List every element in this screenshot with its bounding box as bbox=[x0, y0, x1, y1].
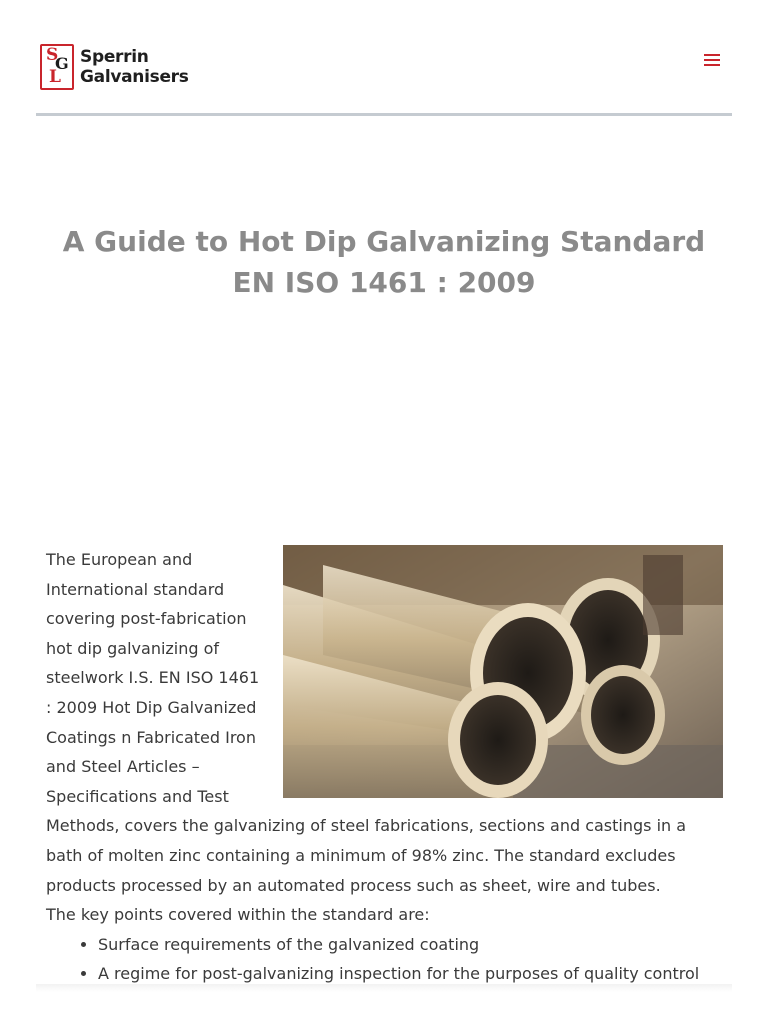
page-title: A Guide to Hot Dip Galvanizing Standard EN ISO 1461 : 2009 bbox=[62, 225, 706, 299]
brand-line-2: Galvanisers bbox=[80, 67, 189, 87]
site-logo[interactable] bbox=[40, 44, 189, 90]
list-item: • A regime for post-galvanizing inspection for the purposes of quality control bbox=[98, 959, 716, 989]
logo-emblem bbox=[40, 44, 74, 90]
logo-letter-l: L bbox=[49, 67, 61, 87]
article-content bbox=[46, 545, 716, 989]
intro-paragraph: The European and International standard covering post-fabrication hot dip galvanizing of steelwork I.S. EN ISO 1461 : 2009 Hot Dip Galvanized Coatings n Fabricated Iron and Steel Articles – Specifications and Test Methods, covers the galvanizing of steel fabrications, sections and castings in a bath of molten zinc containing a minimum of 98% zinc. The standard excludes products processed by an automated process such as sheet, wire and tubes. bbox=[46, 550, 687, 895]
site-header bbox=[36, 0, 732, 116]
list-item: • Surface requirements of the galvanized coating bbox=[98, 930, 716, 960]
key-points-intro: The key points covered within the standard are: bbox=[46, 905, 430, 925]
logo-letter-g: G bbox=[55, 54, 69, 73]
bottom-divider bbox=[36, 984, 732, 992]
logo-letter-s: S bbox=[46, 45, 59, 65]
brand-line-1: Sperrin bbox=[80, 47, 149, 67]
galvanized-pipes-photo bbox=[283, 545, 723, 798]
brand-name bbox=[80, 47, 189, 87]
hamburger-menu-icon[interactable] bbox=[704, 54, 720, 68]
key-points-list bbox=[98, 930, 716, 989]
